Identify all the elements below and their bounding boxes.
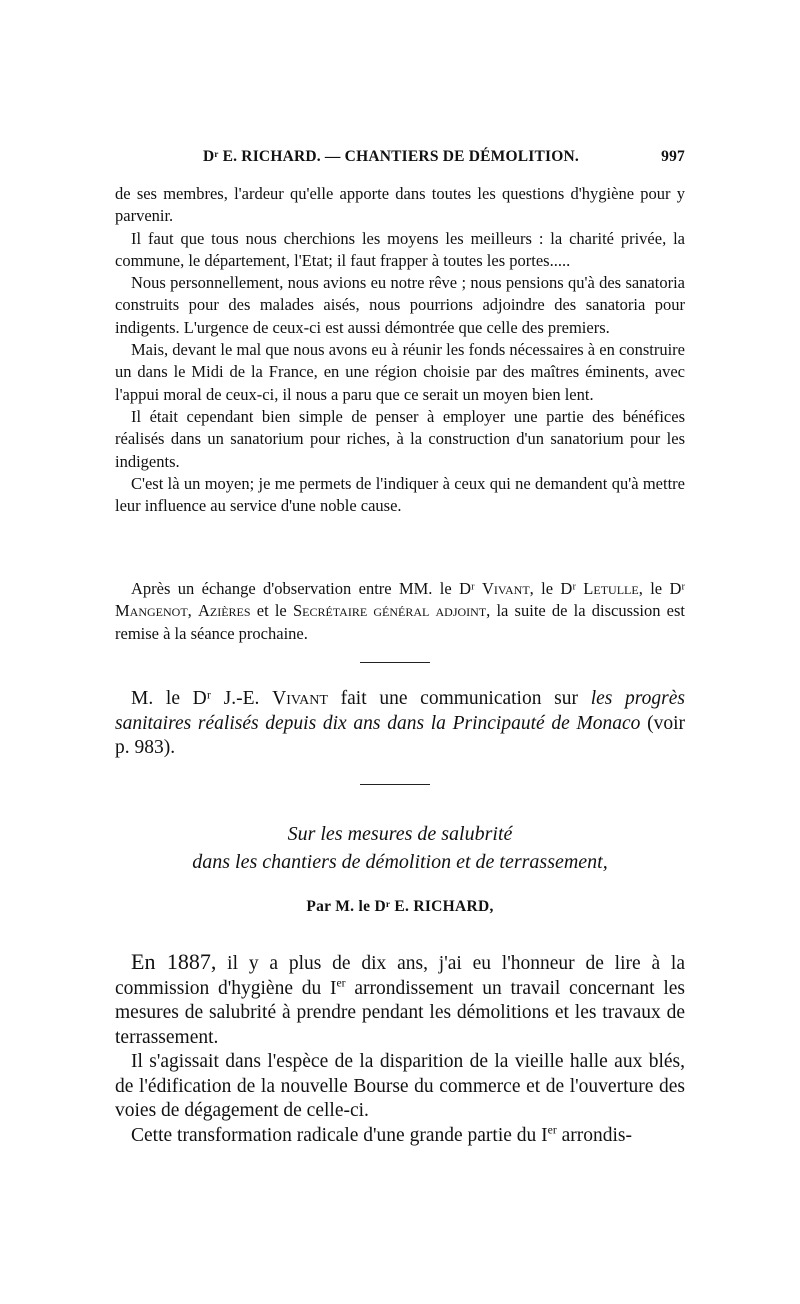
text-run: arrondissement un travail concernant les mesures de salubrité à prendre pendant les démolitions et les travaux de terrassement. [115, 977, 685, 1048]
paragraph [115, 578, 685, 645]
text-run: , [187, 601, 198, 621]
name-mangenot: Mangenot [115, 601, 188, 621]
page-number: 997 [661, 148, 685, 165]
paragraph [115, 950, 685, 1050]
text-run: , le Dʳ [638, 579, 685, 598]
communication-title: les progrès sanitaires réalisés depuis dix ans dans la Principauté de Monaco [115, 688, 686, 734]
running-header [115, 148, 685, 174]
text-run: , le Dʳ [529, 579, 584, 598]
text-run: il y a plus de dix ans, j'ai eu l'honneur de lire à la commission d'hygiène du I [115, 953, 685, 999]
name-vivant: Vivant [481, 579, 530, 598]
paragraph: Nous personnellement, nous avions eu notre rêve ; nous pensions qu'à des sanatoria construits pour des malades aisés, nous pourrions adjoindre des sanatoria pour indigents. L'urgence de ceux-ci est aussi démontrée que celle des premiers. [115, 273, 685, 337]
text-run: (voir p. 983). [115, 712, 685, 758]
text-run: arrondis- [556, 1124, 633, 1146]
paragraph [115, 687, 685, 761]
text-run: Cette transformation radicale d'une grande partie du I [131, 1124, 548, 1146]
article-title-line: Sur les mesures de salubrité [287, 823, 513, 845]
article-byline: Par M. le Dʳ E. RICHARD, [306, 898, 494, 915]
text-run: , la suite de la discussion est remise à la séance prochaine. [115, 601, 686, 643]
superscript: er [547, 1123, 557, 1136]
section-divider [360, 662, 430, 663]
article-title [115, 820, 685, 876]
text-run: et le [250, 601, 293, 621]
name-secretaire: Secrétaire général adjoint [292, 601, 487, 621]
text-run: M. le Dʳ J.-E. [131, 688, 273, 709]
superscript: er [336, 976, 346, 989]
paragraph: Il s'agissait dans l'espèce de la disparition de la vieille halle aux blés, de l'édification de la nouvelle Bourse du commerce et de l'ouverture des voies de dégagement de celle-ci. [115, 1051, 685, 1121]
discussion-continuation [115, 183, 685, 517]
article-title-line: dans les chantiers de démolition et de terrassement, [192, 851, 608, 873]
paragraph: de ses membres, l'ardeur qu'elle apporte dans toutes les questions d'hygiène pour y parvenir. [115, 184, 685, 226]
running-title: Dʳ E. RICHARD. — CHANTIERS DE DÉMOLITION. [203, 148, 580, 165]
paragraph: C'est là un moyen; je me permets de l'indiquer à ceux qui ne demandent qu'à mettre leur influence au service d'une noble cause. [115, 473, 685, 516]
name-vivant: Vivant [272, 688, 328, 709]
text-run: fait une communication sur [327, 688, 591, 709]
paragraph [115, 1124, 685, 1149]
name-letulle: Letulle [583, 579, 639, 598]
section-divider [360, 784, 430, 785]
paragraph: Il était cependant bien simple de penser à employer une partie des bénéfices réalisés dans un sanatorium pour riches, à la construction d'un sanatorium pour les indigents. [115, 406, 685, 471]
paragraph: Il faut que tous nous cherchions les moyens les meilleurs : la charité privée, la commune, le département, l'Etat; il faut frapper à toutes les portes..... [115, 228, 685, 270]
name-azieres: Azières [197, 601, 251, 621]
paragraph: Mais, devant le mal que nous avons eu à réunir les fonds nécessaires à en construire un dans le Midi de la France, en une région choisie par des maîtres éminents, avec l'appui moral de ceux-ci, il nous a paru que ce serait un moyen bien lent. [115, 340, 685, 404]
text-run: Après un échange d'observation entre MM. le Dʳ [131, 579, 482, 598]
article-body [115, 950, 685, 1148]
discussion-note [115, 578, 685, 645]
communication-note [115, 687, 685, 761]
text-run: En 1887, [131, 949, 217, 974]
